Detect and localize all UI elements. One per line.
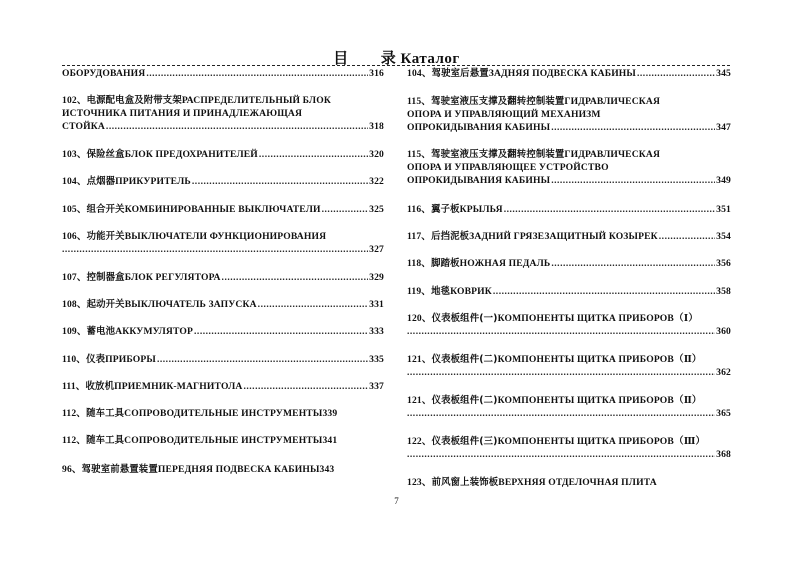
toc-page: 358 [716,286,731,297]
leader-dots [493,285,715,298]
toc-page: 331 [369,299,384,310]
toc-entry[interactable]: 118、 脚踏板 НОЖНАЯ ПЕДАЛЬ ..... 356 [407,257,731,270]
toc-page: 320 [369,149,384,160]
leader-dots [407,325,715,338]
toc-entry[interactable]: 123、 前风窗上装饰板 ВЕРХНЯЯ ОТДЕЛОЧНАЯ ПЛИТА [407,477,657,488]
toc-entry[interactable]: 112、 随车工具 СОПРОВОДИТЕЛЬНЫЕ ИНСТРУМЕНТЫ 339 [62,408,338,419]
toc-entry[interactable]: 108、 起动开关 ВЫКЛЮЧАТЕЛЬ ЗАПУСКА ..... 331 [62,298,384,311]
title-cn-1: 目 [333,51,349,67]
toc-entry[interactable]: 121、 仪表板组件(二) КОМПОНЕНТЫ ЩИТКА ПРИБОРОВ（Ⅱ） ..... 365 [407,394,731,420]
toc-page: 333 [369,326,384,337]
leader-dots [258,298,368,311]
leader-dots [106,120,368,133]
leader-dots [551,174,715,187]
toc-entry[interactable]: 104、 点烟器 ПРИКУРИТЕЛЬ ..... 322 [62,175,384,188]
toc-page: 316 [369,68,384,79]
toc-page: 368 [716,449,731,460]
leader-dots [192,175,368,188]
leader-dots [551,257,715,270]
toc-entry[interactable]: 119、 地毯 КОВРИК ..... 358 [407,285,731,298]
toc-entry[interactable]: 105、 组合开关 КОМБИНИРОВАННЫЕ ВЫКЛЮЧАТЕЛИ ..... 325 [62,203,384,216]
leader-dots [407,366,715,379]
toc-entry[interactable]: 103、 保险丝盒 БЛОК ПРЕДОХРАНИТЕЛЕЙ ..... 320 [62,148,384,161]
toc-page: 354 [716,231,731,242]
toc-entry[interactable]: 122、 仪表板组件(三) КОМПОНЕНТЫ ЩИТКА ПРИБОРОВ（Ⅲ） ..... 368 [407,435,731,461]
leader-dots [259,148,368,161]
toc-page: 339 [322,408,338,419]
leader-dots [407,407,715,420]
leader-dots [637,67,715,80]
toc-entry[interactable]: 111、 收放机 ПРИЕМНИК-МАГНИТОЛА ..... 337 [62,380,384,393]
toc-entry[interactable]: ОБОРУДОВАНИЯ ..... 316 [62,67,384,80]
toc-entry[interactable]: 116、 翼子板 КРЫЛЬЯ ..... 351 [407,203,731,216]
toc-page: 356 [716,258,731,269]
toc-entry[interactable]: 110、 仪表 ПРИБОРЫ ..... 335 [62,353,384,366]
toc-entry[interactable]: 107、 控制器盒 БЛОК РЕГУЛЯТОРА ..... 329 [62,271,384,284]
page-number: 7 [394,496,399,506]
leader-dots [157,353,368,366]
toc-entry[interactable]: 109、 蓄电池 АККУМУЛЯТОР ..... 333 [62,325,384,338]
toc-entry[interactable]: 104、 驾驶室后悬置 ЗАДНЯЯ ПОДВЕСКА КАБИНЫ ..... 345 [407,67,731,80]
leader-dots [322,203,369,216]
toc-entry[interactable]: 102、 电源配电盒及附带支架 РАСПРЕДЕЛИТЕЛЬНЫЙ БЛОК ИСТОЧНИКА ПИТАНИЯ И ПРИНАДЛЕЖАЮЩАЯ СТОЙКА ..... 318 [62,94,384,133]
toc-page: 343 [319,464,335,475]
toc-entry[interactable]: 117、 后挡泥板 ЗАДНИЙ ГРЯЗЕЗАЩИТНЫЙ КОЗЫРЕК ..... 354 [407,230,731,243]
toc-entry[interactable]: 115、 驾驶室液压支撑及翻转控制装置 ГИДРАВЛИЧЕСКАЯ ОПОРА И УПРАВЛЯЮЩИЙ МЕХАНИЗМ ОПРОКИДЫВАНИЯ КАБИНЫ ..... 347 [407,95,731,134]
toc-page: 362 [716,367,731,378]
toc-page: 329 [369,272,384,283]
toc-entry[interactable]: 120、 仪表板组件(一) КОМПОНЕНТЫ ЩИТКА ПРИБОРОВ（Ⅰ） ..... 360 [407,312,731,338]
leader-dots [146,67,368,80]
toc-page: 318 [369,121,384,132]
leader-dots [659,230,715,243]
toc-page: 335 [369,354,384,365]
leader-dots [504,203,715,216]
toc-page: 351 [716,204,731,215]
leader-dots [222,271,369,284]
toc-page: 360 [716,326,731,337]
leader-dots [243,380,368,393]
toc-page: 345 [716,68,731,79]
toc-entry[interactable]: 121、 仪表板组件(二) КОМПОНЕНТЫ ЩИТКА ПРИБОРОВ（Ⅱ） ..... 362 [407,353,731,379]
toc-page: 327 [369,244,384,255]
title-rule [62,65,730,66]
toc-page: 337 [369,381,384,392]
toc-entry[interactable]: 115、 驾驶室液压支撑及翻转控制装置 ГИДРАВЛИЧЕСКАЯ ОПОРА И УПРАВЛЯЮЩЕЕ УСТРОЙСТВО ОПРОКИДЫВАНИЯ КАБИНЫ ..... 349 [407,148,731,187]
title-ru: Каталог [400,51,460,67]
toc-page: 325 [369,204,384,215]
toc-entry[interactable]: 112、 随车工具 СОПРОВОДИТЕЛЬНЫЕ ИНСТРУМЕНТЫ 341 [62,435,338,446]
leader-dots [551,121,715,134]
toc-entry[interactable]: 96、 驾驶室前悬置装置 ПЕРЕДНЯЯ ПОДВЕСКА КАБИНЫ 343 [62,464,335,475]
toc-entry[interactable]: 106、 功能开关 ВЫКЛЮЧАТЕЛИ ФУНКЦИОНИРОВАНИЯ ..... 327 [62,230,384,256]
toc-page: 322 [369,176,384,187]
title-cn-2: 录 [380,51,397,67]
toc-page: 347 [716,122,731,133]
toc-page: 341 [322,435,338,446]
toc-page: 349 [716,175,731,186]
toc-page: 365 [716,408,731,419]
leader-dots [62,243,368,256]
leader-dots [194,325,368,338]
leader-dots [407,448,715,461]
